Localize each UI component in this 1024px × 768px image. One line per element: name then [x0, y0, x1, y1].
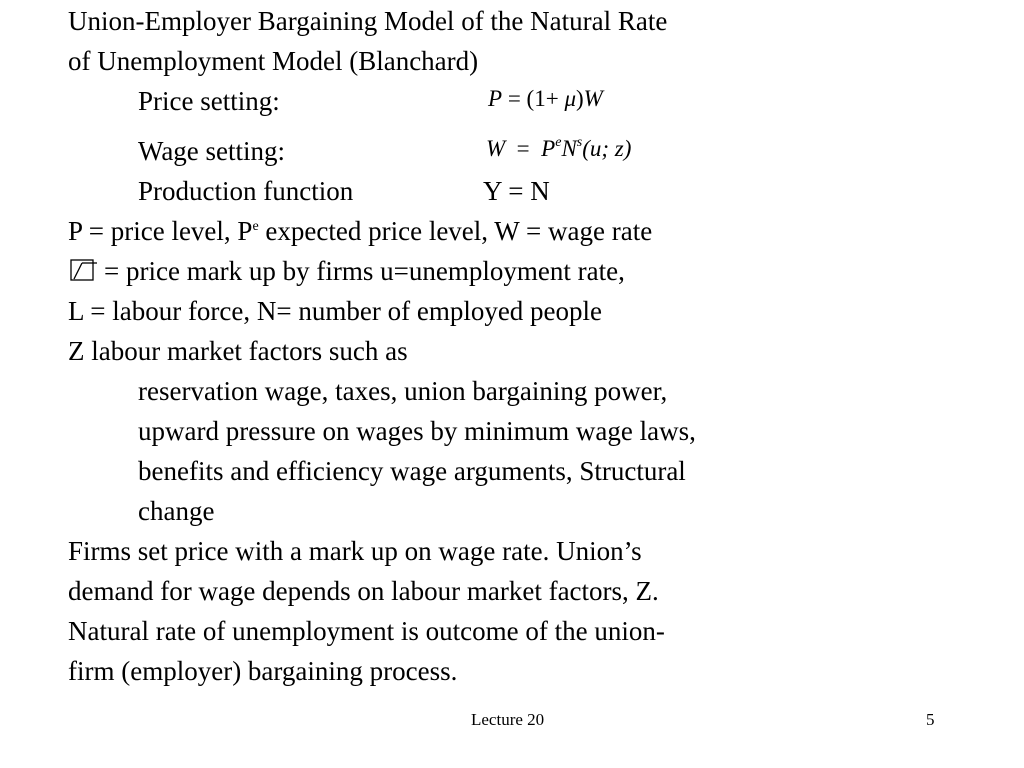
- definition-price-level-end: expected price level, W = wage rate: [258, 216, 653, 246]
- wage-setting-label: Wage setting:: [138, 136, 286, 166]
- z-factor-line-1: reservation wage, taxes, union bargaining power,: [138, 376, 668, 406]
- z-factor-line-2: upward pressure on wages by minimum wage laws,: [138, 416, 696, 446]
- definition-labour-force: L = labour force, N= number of employed people: [68, 296, 603, 326]
- definition-markup-text: = price mark up by firms u=unemployment rate,: [104, 256, 625, 286]
- z-factor-line-4: change: [138, 496, 215, 526]
- z-factor-line-3: benefits and efficiency wage arguments, Structural: [138, 456, 686, 486]
- production-function-label: Production function: [138, 176, 354, 206]
- formula-close: ): [576, 86, 584, 111]
- definition-z-factors: Z labour market factors such as: [68, 336, 408, 366]
- definition-price-level: [68, 211, 652, 251]
- definition-price-level-superscript: e: [252, 219, 259, 234]
- formula-plus: +: [545, 86, 559, 111]
- formula-n: N: [561, 136, 577, 161]
- summary-line-2: demand for wage depends on labour market factors, Z.: [68, 576, 659, 606]
- definition-markup: [70, 251, 625, 291]
- slide-title-line-2: of Unemployment Model (Blanchard): [68, 46, 479, 76]
- formula-equals: =: [507, 86, 521, 111]
- formula-open: (1: [526, 86, 546, 111]
- formula-args: (u; z): [582, 136, 632, 161]
- formula-p-superscript: e: [555, 135, 562, 150]
- definition-price-level-start: P = price level, P: [68, 216, 253, 246]
- slide-title-line-1: Union-Employer Bargaining Model of the Natural Rate: [68, 6, 668, 36]
- formula-p: P: [488, 86, 503, 111]
- price-setting-label: Price setting:: [138, 86, 280, 116]
- formula-p: P: [541, 136, 556, 161]
- production-function-formula: Y = N: [483, 176, 550, 206]
- summary-line-4: firm (employer) bargaining process.: [68, 656, 458, 686]
- footer-lecture-label: Lecture 20: [471, 710, 545, 729]
- page-number: 5: [926, 710, 935, 729]
- price-setting-formula: [488, 84, 603, 114]
- formula-equals: =: [516, 136, 530, 161]
- summary-line-1: Firms set price with a mark up on wage rate. Union’s: [68, 536, 642, 566]
- mu-glyph-icon: [70, 258, 104, 282]
- formula-n-superscript: s: [576, 135, 583, 150]
- formula-mu: μ: [564, 86, 576, 111]
- formula-w: W: [583, 86, 603, 111]
- summary-line-3: Natural rate of unemployment is outcome of the union-: [68, 616, 665, 646]
- wage-setting-formula: [486, 134, 631, 164]
- formula-w: W: [486, 136, 506, 161]
